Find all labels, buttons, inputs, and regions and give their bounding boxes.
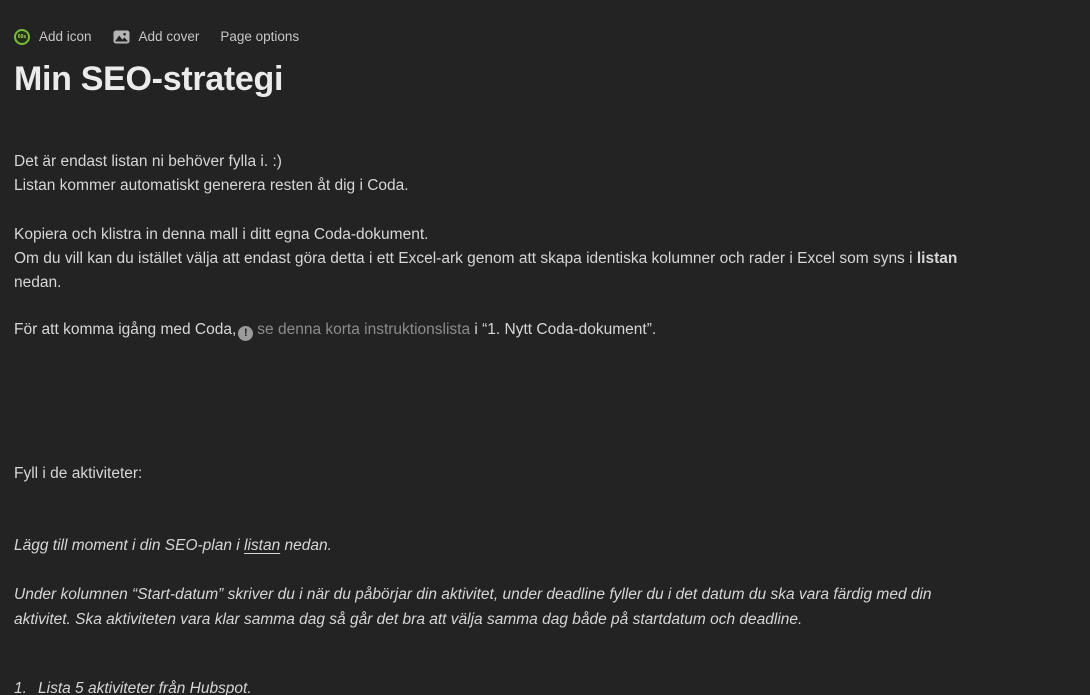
paragraph-add-moments [14,534,1064,558]
list-item [14,677,1064,695]
text-segment: För att komma igång med Coda, [14,321,237,338]
text-line: nedan. [14,274,62,291]
listan-link[interactable]: listan [244,537,281,554]
paragraph-fill-activities: Fyll i de aktiviteter: [14,465,143,482]
text-line: Under kolumnen “Start-datum” skriver du i när du påbörjar din aktivitet, under deadline fyller du i det datum du ska vara färdig med din [14,586,932,603]
bold-text-listan: listan [916,250,958,267]
add-cover-label: Add cover [138,29,200,44]
text-line [14,247,1064,271]
page-options-label: Page options [220,29,300,44]
paragraph-get-started [14,318,1064,342]
exclamation-circle-icon: ! [238,326,253,341]
text-line: Listan kommer automatiskt generera resten åt dig i Coda. [14,177,409,194]
page-toolbar [14,26,299,48]
text-segment: i “1. Nytt Coda-dokument”. [470,321,657,338]
page-options-button[interactable] [220,26,299,48]
numbered-list [14,677,1064,695]
text-line: Det är endast listan ni behöver fylla i. :) [14,153,282,170]
doc-emoji-icon-text: 60s [17,34,27,40]
image-icon [113,30,130,44]
paragraph-copy-paste [14,223,1064,295]
text-line: aktivitet. Ska aktiviteten vara klar samma dag så går det bra att välja samma dag både på startdatum och deadline. [14,611,803,628]
list-item-number: 1. [14,680,27,695]
text-segment: Om du vill kan du istället välja att endast göra detta i ett Excel-ark genom att skapa identiska kolumner och rader i Excel som syns i [14,250,917,267]
add-cover-button[interactable] [113,26,200,48]
text-segment: Lägg till moment i din SEO-plan i [14,537,245,554]
paragraph-columns-note [14,582,1064,632]
text-segment: nedan. [280,537,332,554]
text-line: Kopiera och klistra in denna mall i ditt egna Coda-dokument. [14,226,429,243]
doc-emoji-icon [14,29,30,45]
paragraph-intro [14,150,1064,198]
add-icon-button[interactable] [14,26,92,48]
add-icon-label: Add icon [39,29,92,44]
instruction-list-link[interactable]: se denna korta instruktionslista [257,321,471,338]
list-item-text: Lista 5 aktiviteter från Hubspot. [38,680,252,695]
page-title[interactable]: Min SEO-strategi [14,60,284,98]
